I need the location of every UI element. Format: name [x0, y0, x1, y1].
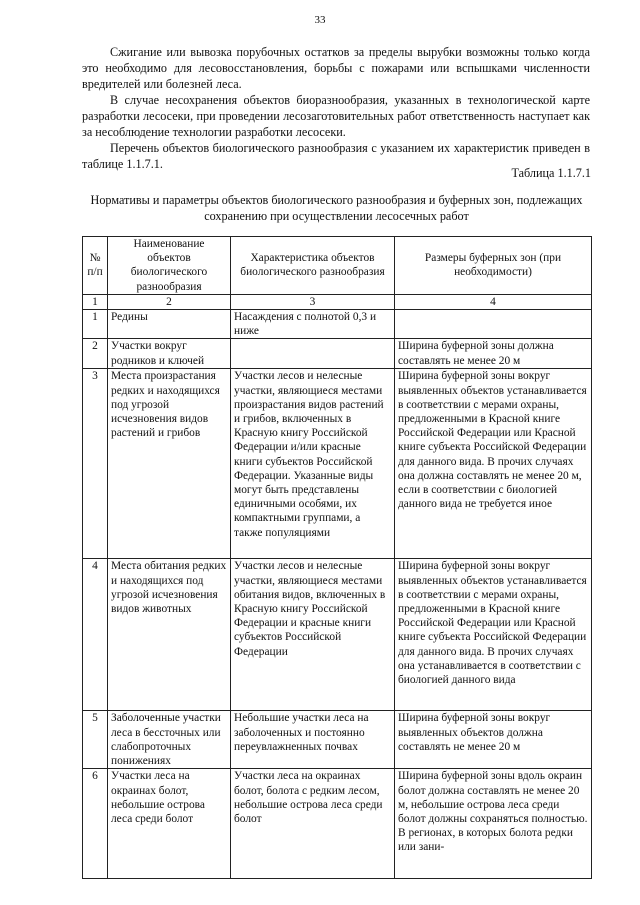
- row-name: Участки леса на окраинах болот, небольшие острова леса среди болот: [108, 769, 231, 879]
- table-row: [83, 339, 592, 369]
- row-characteristic: Небольшие участки леса на заболоченных и постоянно переувлажненных почвах: [231, 711, 395, 769]
- row-num: 4: [83, 559, 108, 711]
- row-num: 3: [83, 369, 108, 559]
- column-index-row: [83, 294, 592, 309]
- header-characteristic: Характеристика объектов биологического разнообразия: [231, 237, 395, 295]
- intro-paragraph-1: Сжигание или вывозка порубочных остатков за пределы вырубки возможны только когда это необходимо для лесовосстановления, борьбы с пожарами или вспышками численности вредителей или болезней леса.: [82, 45, 590, 91]
- row-characteristic: [231, 339, 395, 369]
- row-characteristic: Участки лесов и нелесные участки, являющиеся местами произрастания видов растений и грибов, включенных в Красную книгу Российской Федерации и/или красные книги субъектов Российской Федерации. Указанные виды могут быть представлены единичными особями, их компактными группами, а также популяциями: [231, 369, 395, 559]
- table-row: [83, 369, 592, 559]
- row-buffer: Ширина буферной зоны вокруг выявленных объектов устанавливается в соответствии с мерами охраны, предложенными в Красной книге Российской Федерации или Красной книге субъекта Российской Федерации для данного вида. В прочих случаях она должна составлять не менее 20 м, если в соответствии с биологией данного вида не требуется иное: [395, 369, 592, 559]
- row-num: 1: [83, 310, 108, 339]
- row-num: 6: [83, 769, 108, 879]
- column-index-3: 3: [231, 294, 395, 309]
- intro-paragraph-2: В случае несохранения объектов биоразнообразия, указанных в технологической карте разработки лесосеки, при проведении лесозаготовительных работ ответственность наступает как за несоблюдение технологии разработки лесосеки.: [82, 93, 590, 139]
- table-header-row: [83, 237, 592, 295]
- row-characteristic: Участки лесов и нелесные участки, являющиеся местами обитания видов, включенных в Красную книгу Российской Федерации и красные книги субъектов Российской Федерации: [231, 559, 395, 711]
- row-buffer: [395, 310, 592, 339]
- table-row: [83, 559, 592, 711]
- row-characteristic: Участки леса на окраинах болот, болота с редким лесом, небольшие острова леса среди болот: [231, 769, 395, 879]
- row-name: Места обитания редких и находящихся под угрозой исчезновения видов животных: [108, 559, 231, 711]
- row-characteristic: Насаждения с полнотой 0,3 и ниже: [231, 310, 395, 339]
- header-buffer: Размеры буферных зон (при необходимости): [395, 237, 592, 295]
- row-name: Участки вокруг родников и ключей: [108, 339, 231, 369]
- table-label: Таблица 1.1.7.1: [511, 166, 591, 180]
- header-name: Наименование объектов биологического разнообразия: [108, 237, 231, 295]
- row-num: 5: [83, 711, 108, 769]
- header-num: № п/п: [83, 237, 108, 295]
- row-buffer: Ширина буферной зоны должна составлять не менее 20 м: [395, 339, 592, 369]
- row-buffer: Ширина буферной зоны вокруг выявленных объектов должна составлять не менее 20 м: [395, 711, 592, 769]
- intro-text: [82, 44, 590, 172]
- row-buffer: Ширина буферной зоны вокруг выявленных объектов устанавливается в соответствии с мерами охраны, предложенными в Красной книге Российской Федерации или Красной книге субъекта Российской Федерации для данного вида. В прочих случаях она устанавливается в соответствии с биологией данного вида: [395, 559, 592, 711]
- table-row: [83, 769, 592, 879]
- biodiversity-norms-table: [82, 236, 592, 879]
- row-name: Места произрастания редких и находящихся под угрозой исчезновения видов растений и грибов: [108, 369, 231, 559]
- column-index-1: 1: [83, 294, 108, 309]
- row-name: Заболоченные участки леса в бессточных или слабопроточных понижениях: [108, 711, 231, 769]
- row-num: 2: [83, 339, 108, 369]
- table-title: Нормативы и параметры объектов биологического разнообразия и буферных зон, подлежащих сохранению при осуществлении лесосечных работ: [90, 193, 583, 223]
- page-number: 33: [314, 14, 326, 26]
- table-row: [83, 310, 592, 339]
- row-buffer: Ширина буферной зоны вдоль окраин болот должна составлять не менее 20 м, небольшие острова леса среди болот должны сохраняться полностью. В регионах, в которых болота редки или зани-: [395, 769, 592, 879]
- column-index-4: 4: [395, 294, 592, 309]
- intro-paragraph-3: Перечень объектов биологического разнообразия с указанием их характеристик приведен в таблице 1.1.7.1.: [82, 141, 590, 171]
- table-row: [83, 711, 592, 769]
- column-index-2: 2: [108, 294, 231, 309]
- row-name: Редины: [108, 310, 231, 339]
